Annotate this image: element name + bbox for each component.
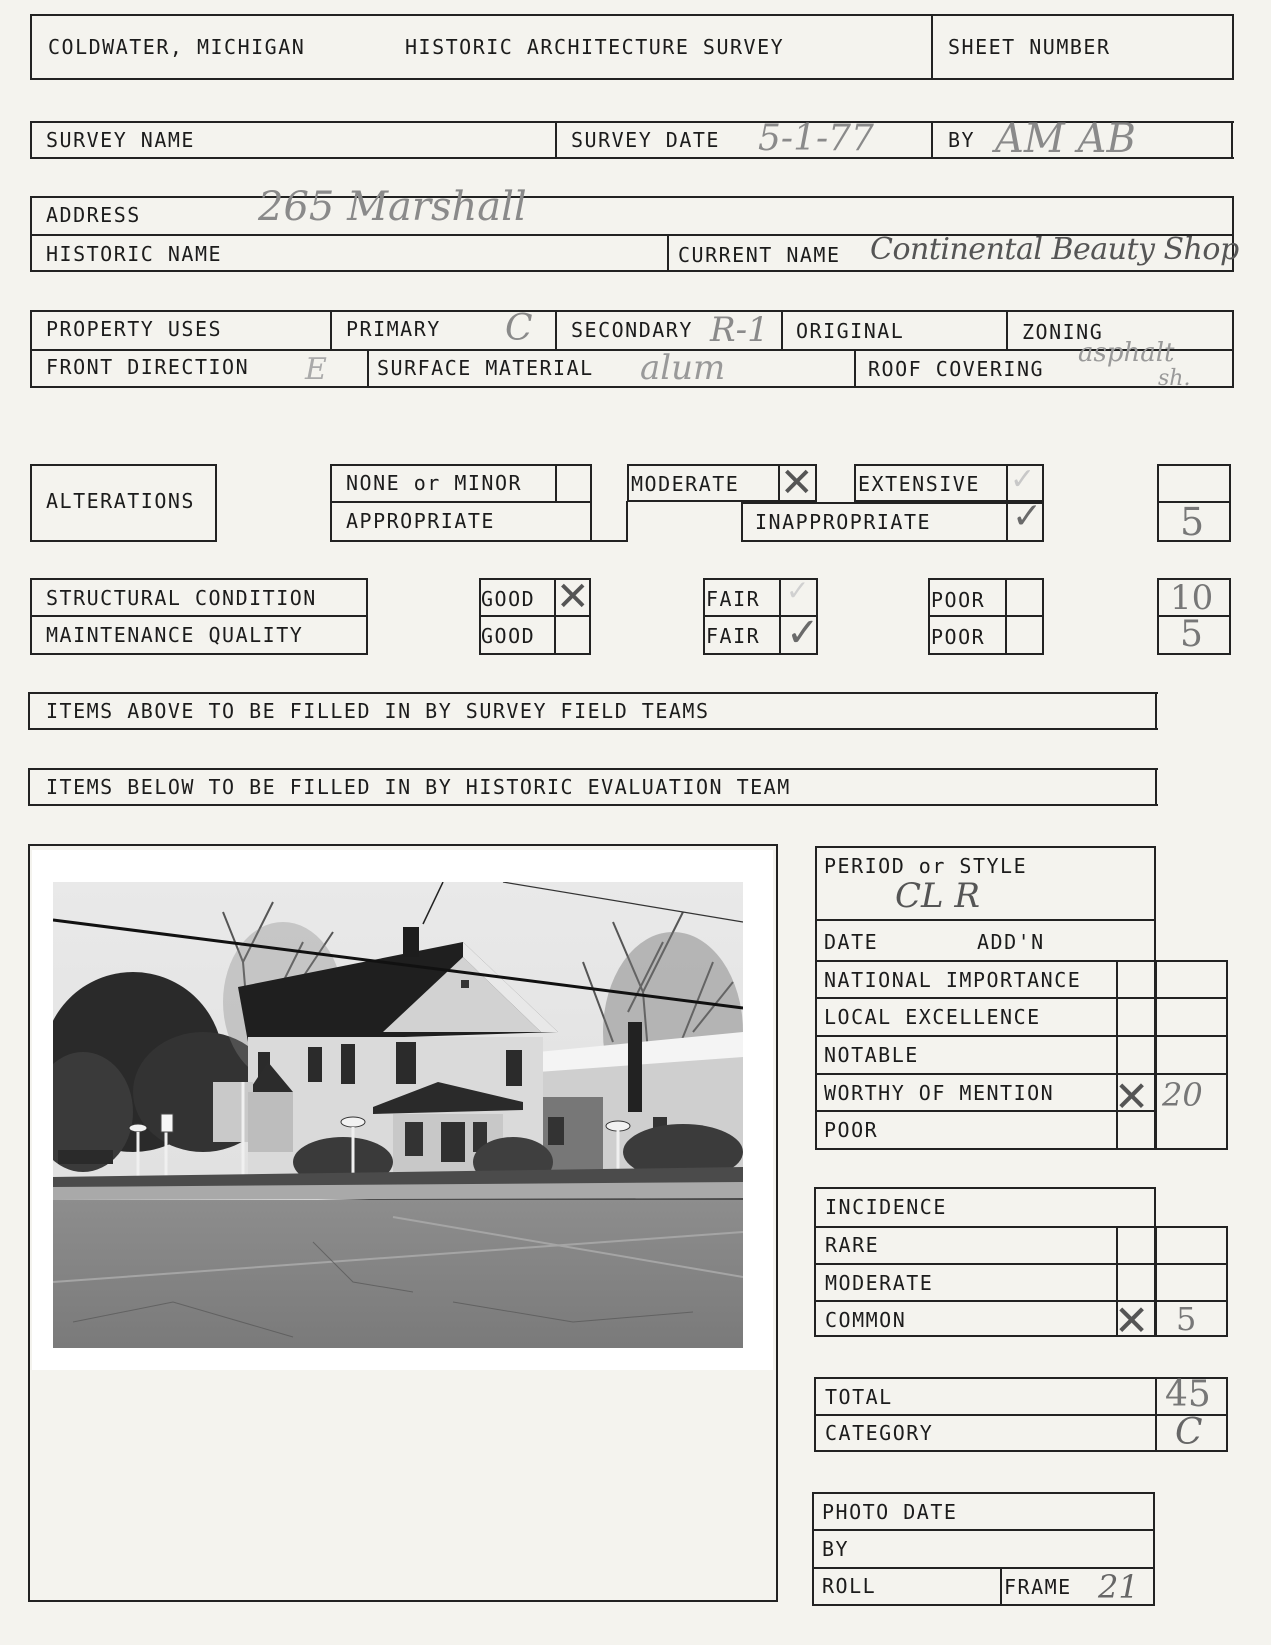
worthy-cross-mark: ✕ [1114,1072,1150,1121]
extensive-label: EXTENSIVE [858,472,980,496]
photo-info-line-1 [812,1529,1155,1531]
structural-good-cross-mark: ✕ [556,574,590,620]
photo-info-divider [1000,1567,1002,1606]
roof-covering-value-1: asphalt [1078,338,1175,368]
structural-poor-label: POOR [931,588,986,612]
survey-divider-1 [555,121,557,159]
common-cross-mark: ✕ [1114,1296,1150,1345]
frame-value: 21 [1098,1568,1139,1606]
eval-date-label: DATE [824,930,879,954]
property-uses-label: PROPERTY USES [46,317,223,341]
frame-label: FRAME [1004,1575,1072,1599]
appropriate-extension [592,540,628,542]
maintenance-poor-label: POOR [931,625,986,649]
property-div-1 [330,310,332,349]
ratings-line-2 [815,997,1228,999]
property-div-4 [1006,310,1008,349]
maintenance-fair-check-mark: ✓ [786,610,820,656]
note-below-right [1155,768,1157,806]
front-direction-value: E [305,352,327,387]
roof-covering-value-2: sh. [1158,366,1191,391]
note-below: ITEMS BELOW TO BE FILLED IN BY HISTORIC EVALUATION TEAM [46,775,791,799]
rare-label: RARE [825,1233,880,1257]
note-above: ITEMS ABOVE TO BE FILLED IN BY SURVEY FIELD TEAMS [46,699,710,723]
current-name-value: Continental Beauty Shop [870,232,1239,267]
appropriate-label: APPROPRIATE [346,509,495,533]
structural-condition-label: STRUCTURAL CONDITION [46,586,317,610]
maintenance-good-label: GOOD [481,624,536,648]
incidence-line-1 [814,1226,1228,1228]
period-style-value: CL R [895,876,980,916]
poor-check-divider [1005,578,1007,655]
property-midline [30,349,1234,351]
extensive-faint-check: ✓ [1010,462,1036,497]
ratings-line-5 [815,1110,1156,1112]
secondary-label: SECONDARY [571,318,693,342]
header-divider [931,14,933,80]
incidence-score-divider [1155,1226,1157,1337]
original-label: ORIGINAL [796,319,905,343]
survey-date-label: SURVEY DATE [571,128,720,152]
category-value: C [1175,1412,1203,1453]
historic-name-label: HISTORIC NAME [46,242,223,266]
survey-date-value: 5-1-77 [758,118,874,159]
surface-material-label: SURFACE MATERIAL [377,356,594,380]
ratings-line-4 [815,1073,1228,1075]
incidence-moderate-label: MODERATE [825,1271,934,1295]
fair-check-divider [779,578,781,655]
notable-label: NOTABLE [824,1043,919,1067]
primary-label: PRIMARY [346,317,441,341]
property-div-6 [854,349,856,388]
moderate-cross-mark: ✕ [780,460,814,506]
extensive-check-divider [1006,464,1008,502]
none-minor-midline [330,501,592,503]
condition-label-midline [30,615,368,617]
address-label: ADDRESS [46,203,141,227]
inappropriate-label: INAPPROPRIATE [755,510,932,534]
none-minor-check-divider [555,464,557,502]
ratings-score-divider [1155,960,1157,1150]
appropriate-extension-v [626,501,628,542]
survey-name-label: SURVEY NAME [46,128,195,152]
national-importance-label: NATIONAL IMPORTANCE [824,968,1082,992]
alterations-score: 5 [1180,500,1205,544]
total-label: TOTAL [825,1385,893,1409]
property-div-3 [781,310,783,349]
city-label: COLDWATER, MICHIGAN [48,35,306,59]
property-div-5 [367,349,369,388]
worthy-score: 20 [1162,1076,1203,1114]
incidence-label: INCIDENCE [825,1195,947,1219]
structural-good-label: GOOD [481,587,536,611]
address-divider [667,234,669,272]
none-minor-label: NONE or MINOR [346,471,523,495]
survey-divider-2 [931,121,933,159]
maintenance-quality-label: MAINTENANCE QUALITY [46,623,304,647]
inappropriate-check-divider [1006,502,1008,542]
incidence-line-2 [814,1263,1228,1265]
eval-addn-label: ADD'N [977,930,1045,954]
category-label: CATEGORY [825,1421,934,1445]
survey-right-tick [1231,121,1233,159]
address-value: 265 Marshall [258,184,527,230]
period-style-label: PERIOD or STYLE [824,854,1028,878]
eval-poor-label: POOR [824,1118,879,1142]
structural-fair-faint-check: ✓ [786,574,810,607]
survey-title: HISTORIC ARCHITECTURE SURVEY [405,35,785,59]
alterations-label: ALTERATIONS [46,489,195,513]
sheet-number-label: SHEET NUMBER [948,35,1111,59]
note-above-right [1155,692,1157,730]
structural-score: 10 [1170,578,1214,618]
incidence-line-3 [814,1300,1228,1302]
surface-material-value: alum [640,348,726,388]
worthy-of-mention-label: WORTHY OF MENTION [824,1081,1055,1105]
common-score: 5 [1176,1300,1197,1338]
inappropriate-check-mark: ✓ [1012,496,1043,537]
common-label: COMMON [825,1308,907,1332]
ratings-line-3 [815,1035,1228,1037]
moderate-label: MODERATE [631,472,740,496]
local-excellence-label: LOCAL EXCELLENCE [824,1005,1041,1029]
house-photo [53,882,743,1348]
roof-covering-label: ROOF COVERING [868,357,1045,381]
photo-by-label: BY [822,1537,850,1561]
front-direction-label: FRONT DIRECTION [46,355,250,379]
total-value: 45 [1165,1374,1211,1415]
roll-label: ROLL [822,1574,877,1598]
poor-midline [928,615,1044,617]
ratings-line-1 [815,960,1228,962]
property-div-2 [555,310,557,349]
primary-value: C [505,308,533,349]
survey-by-value: AM AB [995,116,1136,162]
survey-by-label: BY [948,128,976,152]
photo-date-label: PHOTO DATE [822,1500,958,1524]
totals-divider [1155,1377,1157,1452]
ratings-score-box [1116,960,1228,1150]
maintenance-fair-label: FAIR [706,624,761,648]
current-name-label: CURRENT NAME [678,243,841,267]
zoning-label: ZONING [1022,320,1104,344]
maintenance-score: 5 [1180,614,1203,655]
secondary-value: R-1 [710,310,769,350]
structural-fair-label: FAIR [706,587,761,611]
